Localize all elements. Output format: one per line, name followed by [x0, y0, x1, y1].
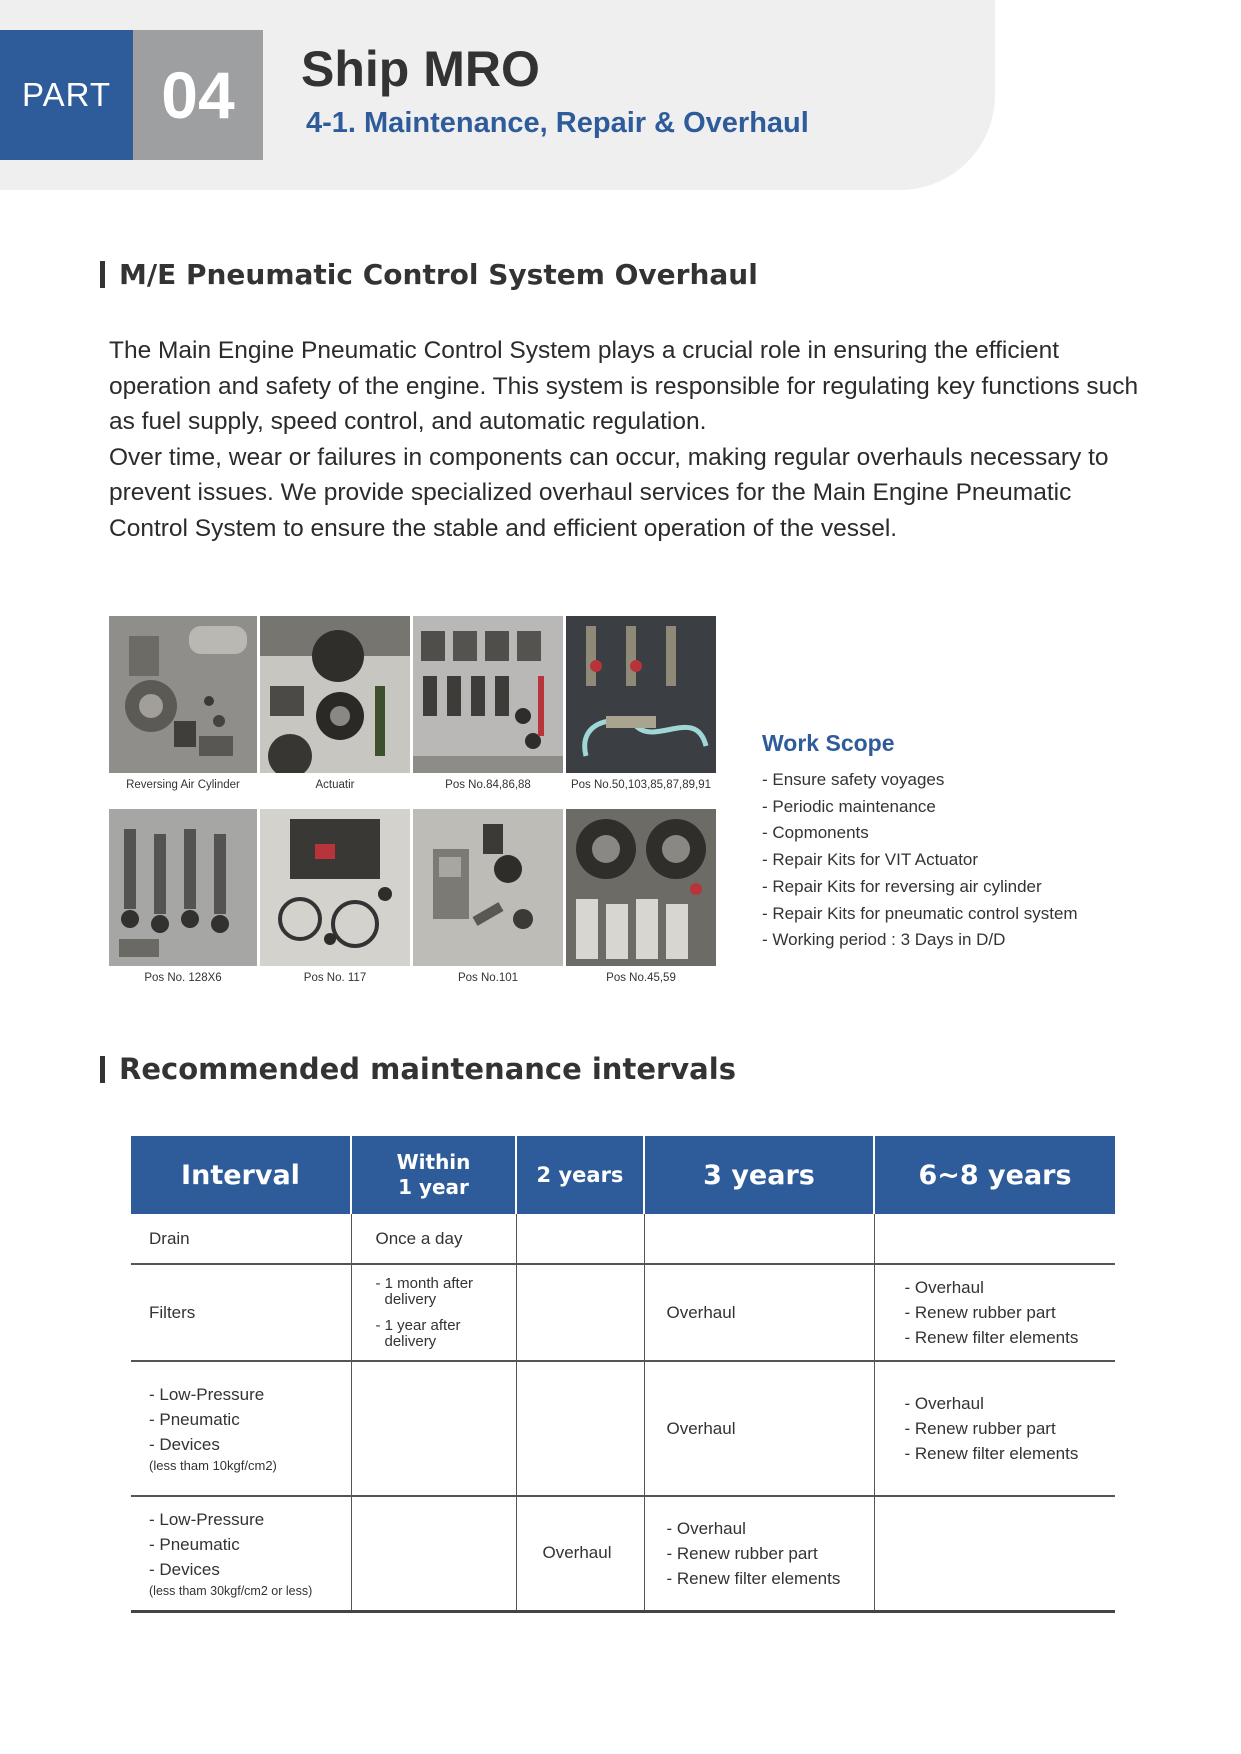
cell-6-8-years [874, 1361, 1115, 1496]
cell-6-8-years [874, 1264, 1115, 1361]
row-name: Filters [131, 1264, 351, 1361]
work-scope-item: - Ensure safety voyages [762, 770, 945, 789]
table-row [131, 1361, 1115, 1496]
cell-lines [149, 1507, 351, 1600]
intro-text [109, 333, 1144, 546]
photo-pos-50-103 [566, 616, 716, 773]
cell-within-1-year [351, 1264, 516, 1361]
cell-lines [667, 1516, 874, 1591]
caption-row-2 [109, 966, 719, 1002]
maintenance-interval-table [131, 1136, 1115, 1613]
cell-2-years: Overhaul [516, 1496, 644, 1611]
cell-line: - Overhaul [666, 1518, 746, 1538]
cell-2-years [516, 1361, 644, 1496]
intro-paragraph-2: Over time, wear or failures in components can occur, making regular overhauls necessary to prevent issues. We provide specialized overhaul services for the Main Engine Pneumatic Control System to ensure the stable and efficient operation of the vessel. [109, 443, 1109, 542]
photo-reversing-air-cylinder [109, 616, 257, 773]
cell-line: - Renew filter elements [904, 1328, 1079, 1347]
section-heading-overhaul [100, 258, 758, 291]
work-scope [762, 730, 1078, 954]
part-label-box [0, 30, 133, 160]
work-scope-item: - Periodic maintenance [762, 796, 936, 816]
heading-bar [100, 261, 105, 288]
photo-caption: Pos No.45,59 [606, 972, 676, 984]
cell-3-years [644, 1214, 874, 1264]
photo-pos-128x6 [109, 809, 257, 966]
cell-line: - 1 year after [375, 1316, 461, 1334]
header-2-years: 2 years [516, 1136, 644, 1214]
header-within-line2: 1 year [398, 1175, 469, 1199]
part-number-box [133, 30, 263, 160]
table-row [131, 1264, 1115, 1361]
header-3-years: 3 years [644, 1136, 874, 1214]
section-heading-text: Recommended maintenance intervals [119, 1052, 736, 1086]
cell-within-1-year [351, 1496, 516, 1611]
work-scope-item: - Working period : 3 Days in D/D [762, 930, 1006, 950]
work-scope-item: - Copmonents [762, 823, 869, 843]
photo-pos-117 [260, 809, 410, 966]
cell-line: - Low-Pressure [149, 1509, 265, 1529]
cell-6-8-years [874, 1496, 1115, 1611]
heading-bar [100, 1056, 105, 1083]
row-name [131, 1361, 351, 1496]
photo-pos-101 [413, 809, 563, 966]
cell-3-years [644, 1496, 874, 1611]
header-6-8-years: 6~8 years [874, 1136, 1115, 1214]
photo-row-2 [109, 809, 719, 966]
photo-row-1 [109, 616, 719, 773]
photo-caption: Pos No.50,103,85,87,89,91 [570, 779, 712, 791]
photo-caption: Pos No. 128X6 [144, 972, 222, 984]
photo-caption: Pos No. 117 [303, 972, 367, 984]
header-within-line1: Within [396, 1150, 471, 1174]
cell-line: - Renew rubber part [904, 1419, 1056, 1438]
cell-line: - Renew filter elements [666, 1568, 841, 1588]
part-number: 04 [161, 58, 235, 132]
header-within-1-year [351, 1136, 516, 1214]
cell-line: delivery [384, 1290, 437, 1308]
caption-row-1 [109, 773, 719, 809]
work-scope-item: - Repair Kits for reversing air cylinder [762, 876, 1042, 896]
intro-paragraph-1: The Main Engine Pneumatic Control System plays a crucial role in ensuring the efficient operation and safety of the engine. This system is responsible for regulating key functions such as fuel supply, speed control, and automatic regulation. [109, 337, 1139, 435]
cell-line: - Devices [149, 1559, 220, 1579]
section-heading-text: M/E Pneumatic Control System Overhaul [119, 258, 758, 291]
photo-caption: Reversing Air Cylinder [126, 779, 240, 791]
photo-grid [109, 616, 719, 1002]
cell-line: - 1 month after [375, 1274, 474, 1292]
cell-lines [905, 1275, 1116, 1350]
page-subtitle: 4-1. Maintenance, Repair & Overhaul [306, 107, 809, 139]
cell-line: - Devices [149, 1435, 220, 1454]
row-name [131, 1496, 351, 1611]
cell-note: (less tham 10kgf/cm2) [149, 1458, 277, 1473]
cell-2-years [516, 1214, 644, 1264]
cell-3-years: Overhaul [644, 1264, 874, 1361]
photo-caption: Pos No.101 [457, 972, 519, 984]
cell-2-years [516, 1264, 644, 1361]
row-name: Drain [131, 1214, 351, 1264]
cell-line: - Pneumatic [149, 1534, 240, 1554]
cell-line: - Renew filter elements [904, 1444, 1079, 1463]
cell-lines [149, 1382, 351, 1475]
page-title: Ship MRO [301, 41, 540, 97]
cell-line: - Renew rubber part [666, 1543, 818, 1563]
cell-line: - Pneumatic [149, 1410, 240, 1429]
cell-line: - Overhaul [904, 1394, 984, 1413]
photo-pos-84-86-88 [413, 616, 563, 773]
cell-within-1-year [351, 1361, 516, 1496]
photo-actuator [260, 616, 410, 773]
cell-line: - Overhaul [904, 1278, 984, 1297]
header-interval: Interval [131, 1136, 351, 1214]
cell-line: - Low-Pressure [149, 1385, 265, 1404]
table-header-row [131, 1136, 1115, 1214]
cell-line: delivery [384, 1332, 437, 1350]
cell-lines [376, 1276, 516, 1350]
cell-line: - Renew rubber part [904, 1303, 1056, 1322]
cell-note: (less tham 30kgf/cm2 or less) [149, 1583, 313, 1598]
work-scope-item: - Repair Kits for pneumatic control system [762, 903, 1078, 923]
table-row [131, 1496, 1115, 1611]
work-scope-list [762, 767, 1078, 954]
part-label: PART [22, 76, 111, 113]
work-scope-title: Work Scope [762, 730, 895, 756]
cell-lines [905, 1391, 1116, 1466]
cell-6-8-years [874, 1214, 1115, 1264]
photo-caption: Pos No.84,86,88 [445, 779, 531, 791]
section-heading-intervals [100, 1052, 736, 1086]
table-row [131, 1214, 1115, 1264]
photo-pos-45-59 [566, 809, 716, 966]
photo-caption: Actuatir [315, 779, 355, 791]
cell-within-1-year: Once a day [351, 1214, 516, 1264]
work-scope-item: - Repair Kits for VIT Actuator [762, 850, 979, 870]
cell-3-years: Overhaul [644, 1361, 874, 1496]
